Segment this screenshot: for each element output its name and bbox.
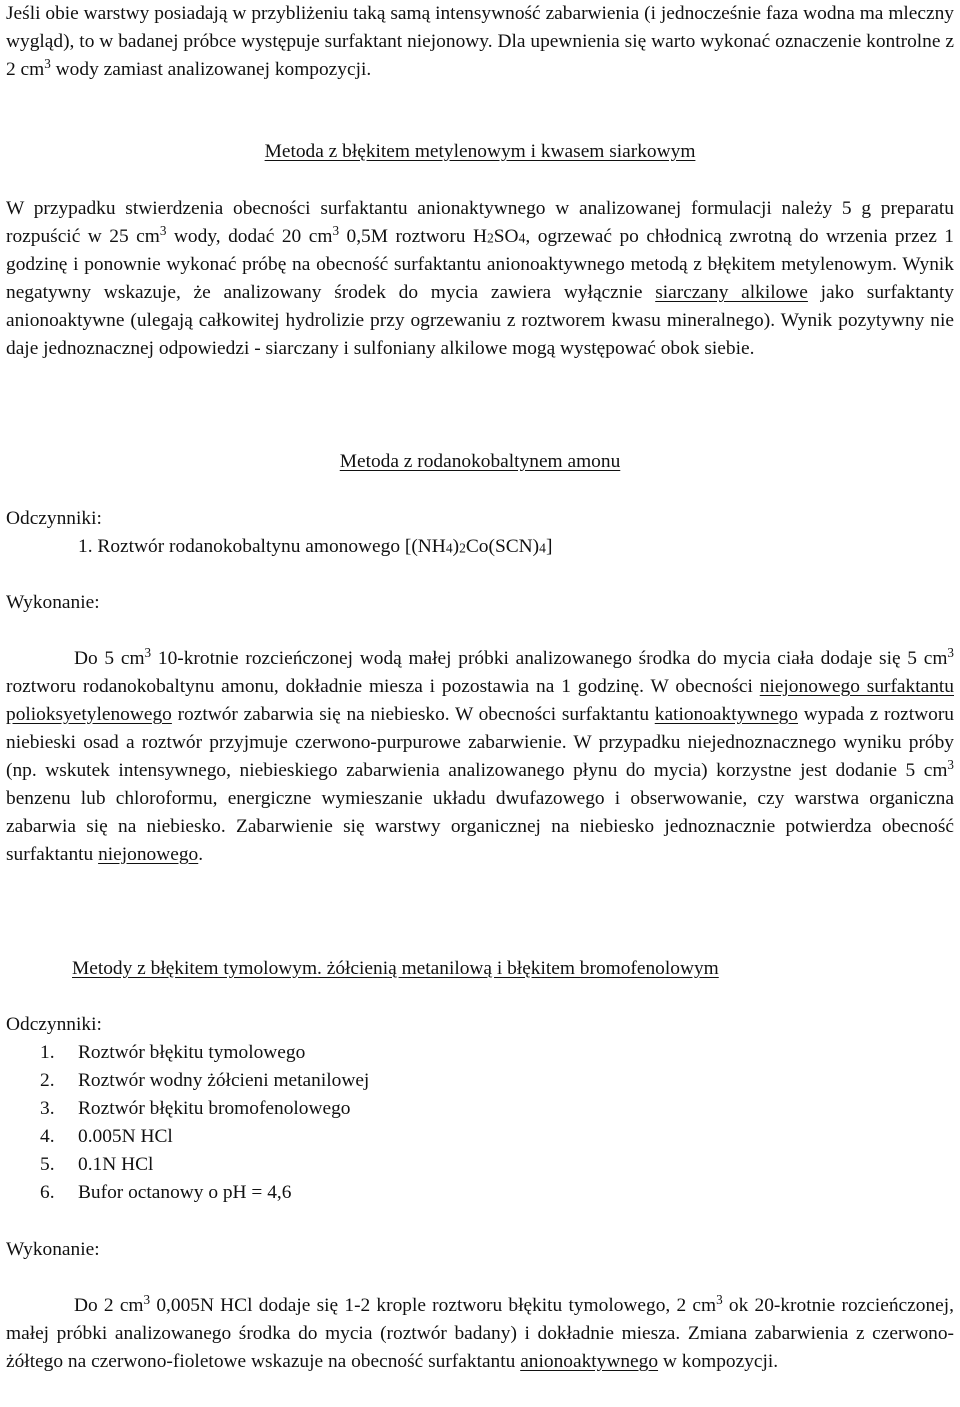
text-run: Co(SCN) xyxy=(465,536,540,557)
text-run: ) xyxy=(452,536,460,557)
reagent-item xyxy=(6,1123,369,1151)
subscript: 2 xyxy=(459,540,466,556)
item-text: 0.005N HCl xyxy=(78,1126,173,1147)
underlined-term: niejonowego xyxy=(98,844,199,865)
text-run: w kompozycji. xyxy=(658,1351,779,1372)
underlined-term: siarczany alkilowe xyxy=(655,282,808,303)
procedure-label: Wykonanie: xyxy=(6,592,100,613)
text-run: wody zamiast analizowanej kompozycji. xyxy=(50,59,372,80)
text-run: ok 20-krotnie rozcieńczonej, małej próbki analizowanego środka do mycia (roztwór badany) i dokładnie miesza. Zmiana zabarwienia z czerwono-żółtego na czerwono-fioletowe wskazuje na obecność surfaktantu xyxy=(6,1295,954,1372)
text-run: jako surfaktanty anionoaktywne (ulegają całkowitej hydrolizie przy ogrzewaniu z roztworem kwasu mineralnego). Wynik pozytywny nie daje jednoznacznej odpowiedzi - siarczany i sulfoniany alkilowe mogą występować obok siebie. xyxy=(6,282,954,359)
text-run: ] xyxy=(545,536,553,557)
underlined-term: kationoaktywnego xyxy=(654,704,798,725)
subscript: 4 xyxy=(539,540,546,556)
superscript: 3 xyxy=(159,222,167,238)
superscript: 3 xyxy=(716,1291,723,1307)
reagent-item xyxy=(6,1039,369,1067)
superscript: 3 xyxy=(332,222,340,238)
text-run: roztwór zabarwia się na niebiesko. W obecności surfaktantu xyxy=(171,704,655,725)
reagent-item xyxy=(78,533,552,561)
item-text: 0.1N HCl xyxy=(78,1154,154,1175)
reagent-item xyxy=(6,1095,369,1123)
subscript: 4 xyxy=(518,230,526,246)
item-number: 4. xyxy=(40,1126,55,1147)
text-run: . xyxy=(198,844,204,865)
reagent-list xyxy=(6,1039,369,1207)
item-text: Roztwór wodny żółcieni metanilowej xyxy=(78,1070,370,1091)
indicator-procedure-paragraph xyxy=(6,1292,954,1376)
underlined-term: niejonowego surfaktantu polioksyetylenowego xyxy=(6,676,954,725)
item-number: 6. xyxy=(40,1182,55,1203)
text-run: wody, dodać 20 cm xyxy=(166,226,333,247)
intro-paragraph xyxy=(6,0,954,84)
text-run: SO xyxy=(493,226,519,247)
item-text: Bufor octanowy o pH = 4,6 xyxy=(78,1182,292,1203)
reagents-label: Odczynniki: xyxy=(6,508,102,529)
heading-text: Metoda z rodanokobaltynem amonu xyxy=(339,451,621,472)
item-number: 2. xyxy=(40,1070,55,1091)
section-heading-indicator-dyes xyxy=(72,955,719,983)
procedure-label: Wykonanie: xyxy=(6,1239,100,1260)
underlined-term: anionoaktywnego xyxy=(520,1351,659,1372)
text-run: 1. Roztwór rodanokobaltynu amonowego [(NH xyxy=(78,536,446,557)
item-number: 5. xyxy=(40,1154,55,1175)
reagent-item xyxy=(6,1179,369,1207)
reagent-item xyxy=(6,1067,369,1095)
text-run: benzenu lub chloroformu, energiczne wymieszanie układu dwufazowego i obserwowanie, czy warstwa organiczna zabarwia się na niebiesko. Zabarwienie się warstwy organicznej na niebiesko jednoznacznie potwierdza obecność surfaktantu xyxy=(6,788,954,865)
text-run: Jeśli obie warstwy posiadają w przybliżeniu taką samą intensywność zabarwienia (i jednocześnie faza wodna ma mleczny wygląd), to w badanej próbce występuje surfaktant niejonowy. Dla upewnienia się warto wykonać oznaczenie kontrolne z 2 cm xyxy=(6,3,954,80)
item-number: 3. xyxy=(40,1098,55,1119)
superscript: 3 xyxy=(44,55,51,71)
heading-text: Metoda z błękitem metylenowym i kwasem siarkowym xyxy=(264,141,696,162)
item-text: Roztwór błękitu bromofenolowego xyxy=(78,1098,351,1119)
superscript: 3 xyxy=(143,1291,151,1307)
cobalt-procedure-paragraph xyxy=(6,645,954,869)
methylene-blue-paragraph xyxy=(6,195,954,363)
section-heading-methylene-blue xyxy=(0,138,960,166)
superscript: 3 xyxy=(144,644,152,660)
text-run: wypada z roztworu niebieski osad a roztwór przyjmuje czerwono-purpurowe zabarwienie. W przypadku niejednoznacznego wyniku próby (np. wskutek intensywnego, niebieskiego zabarwienia analizowanego płynu do mycia) korzystne jest dodanie 5 cm xyxy=(6,704,954,781)
text-run: 0,005N HCl dodaje się 1-2 krople roztworu błękitu tymolowego, 2 cm xyxy=(150,1295,717,1316)
section-heading-ammonium-thiocyanatocobaltate xyxy=(0,448,960,476)
heading-text: Metody z błękitem tymolowym. żółcienią metanilową i błękitem bromofenolowym xyxy=(72,958,719,979)
reagent-item xyxy=(6,1151,369,1179)
text-run: W przypadku stwierdzenia obecności surfaktantu anionaktywnego w analizowanej formulacji należy 5 g preparatu rozpuścić w 25 cm xyxy=(6,198,954,247)
superscript: 3 xyxy=(947,644,954,660)
superscript: 3 xyxy=(947,756,954,772)
item-text: Roztwór błękitu tymolowego xyxy=(78,1042,306,1063)
text-run: Do 2 cm xyxy=(74,1295,144,1316)
subscript: 2 xyxy=(486,230,494,246)
reagents-label: Odczynniki: xyxy=(6,1014,102,1035)
subscript: 4 xyxy=(445,540,453,556)
text-run: , ogrzewać po chłodnicą zwrotną do wrzenia przez 1 godzinę i ponownie wykonać próbę na obecność surfaktantu anionoaktywnego metodą z błękitem metylenowym. Wynik negatywny wskazuje, że analizowany środek do mycia zawiera wyłącznie xyxy=(6,226,954,303)
item-number: 1. xyxy=(40,1042,55,1063)
text-run: roztworu rodanokobaltynu amonu, dokładnie miesza i pozostawia na 1 godzinę. W obecności xyxy=(6,676,760,697)
text-run: 0,5M roztworu H xyxy=(339,226,487,247)
text-run: 10-krotnie rozcieńczonej wodą małej próbki analizowanego środka do mycia ciała dodaje się 5 cm xyxy=(151,648,948,669)
text-run: Do 5 cm xyxy=(74,648,145,669)
